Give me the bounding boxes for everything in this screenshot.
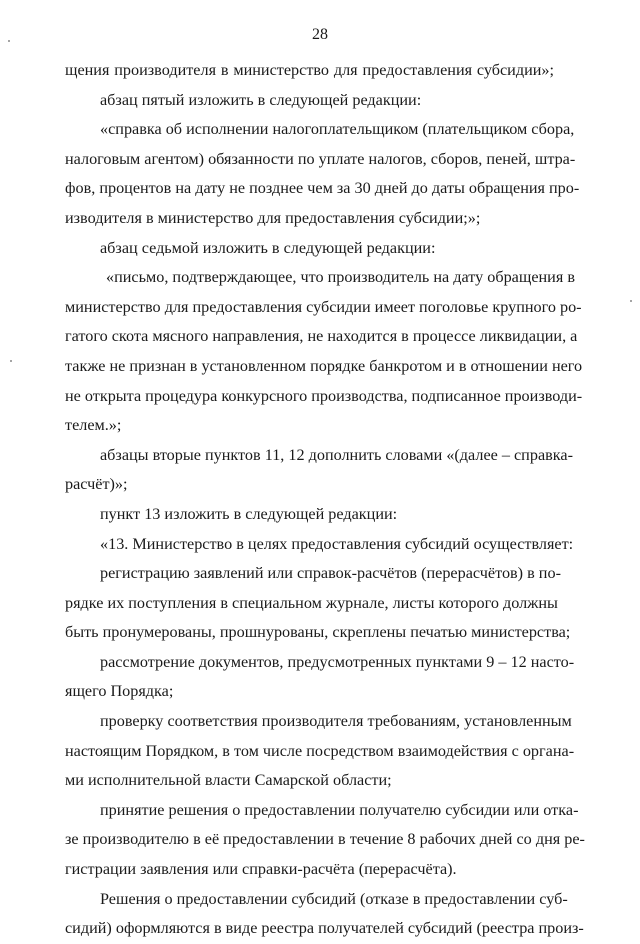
text-line: расчёт)»; — [65, 475, 128, 494]
scan-speck — [8, 40, 10, 42]
text-line: также не признан в установленном порядке банкротом и в отношении него — [65, 356, 583, 375]
text-line: ми исполнительной власти Самарской области; — [65, 771, 392, 790]
text-line: не открыта процедура конкурсного производства, подписанное производи- — [65, 386, 583, 405]
text-line: гистрации заявления или справки-расчёта (перерасчёта). — [65, 860, 457, 879]
text-line: телем.»; — [65, 416, 122, 435]
text-line: пункт 13 изложить в следующей редакции: — [100, 504, 398, 523]
text-line: щения производителя в министерство для предоставления субсидии»; — [65, 61, 554, 79]
text-line: ящего Порядка; — [65, 682, 174, 701]
text-line: принятие решения о предоставлении получателю субсидии или отка- — [100, 800, 579, 819]
text-line: «13. Министерство в целях предоставления субсидий осуществляет: — [100, 534, 574, 553]
text-line: зе производителю в её предоставлении в течение 8 рабочих дней со дня ре- — [65, 830, 585, 849]
text-line: Решения о предоставлении субсидий (отказе в предоставлении суб- — [100, 889, 568, 908]
text-line: налоговым агентом) обязанности по уплате налогов, сборов, пеней, штра- — [65, 149, 576, 168]
text-line: изводителя в министерство для предоставления субсидии;»; — [65, 208, 481, 227]
scan-speck — [630, 300, 632, 302]
text-line: сидий) оформляются в виде реестра получателей субсидий (реестра произ- — [65, 919, 584, 938]
page-number: 28 — [312, 26, 328, 43]
text-line: «письмо, подтверждающее, что производитель на дату обращения в — [106, 268, 575, 287]
text-line: рядке их поступления в специальном журнале, листы которого должны — [65, 593, 558, 612]
text-line: фов, процентов на дату не позднее чем за 30 дней до даты обращения про- — [65, 179, 580, 198]
text-line: министерство для предоставления субсидии имеет поголовье крупного ро- — [65, 297, 582, 316]
text-line: настоящим Порядком, в том числе посредством взаимодействия с органа- — [65, 741, 575, 760]
text-line: гатого скота мясного направления, не находится в процессе ликвидации, а — [65, 327, 578, 346]
text-line: быть пронумерованы, прошнурованы, скреплены печатью министерства; — [65, 623, 571, 642]
document-body — [65, 56, 585, 944]
text-line: регистрацию заявлений или справок-расчётов (перерасчётов) в по- — [100, 564, 561, 583]
text-line: абзац седьмой изложить в следующей редакции: — [100, 238, 436, 257]
text-line: «справка об исполнении налогоплательщиком (плательщиком сбора, — [100, 120, 575, 139]
scan-speck — [10, 360, 12, 362]
text-line: абзацы вторые пунктов 11, 12 дополнить словами «(далее – справка- — [100, 445, 573, 464]
text-line: абзац пятый изложить в следующей редакции: — [100, 90, 422, 109]
text-line: проверку соответствия производителя требованиям, установленным — [100, 712, 572, 731]
text-line: рассмотрение документов, предусмотренных пунктами 9 – 12 насто- — [100, 652, 575, 671]
